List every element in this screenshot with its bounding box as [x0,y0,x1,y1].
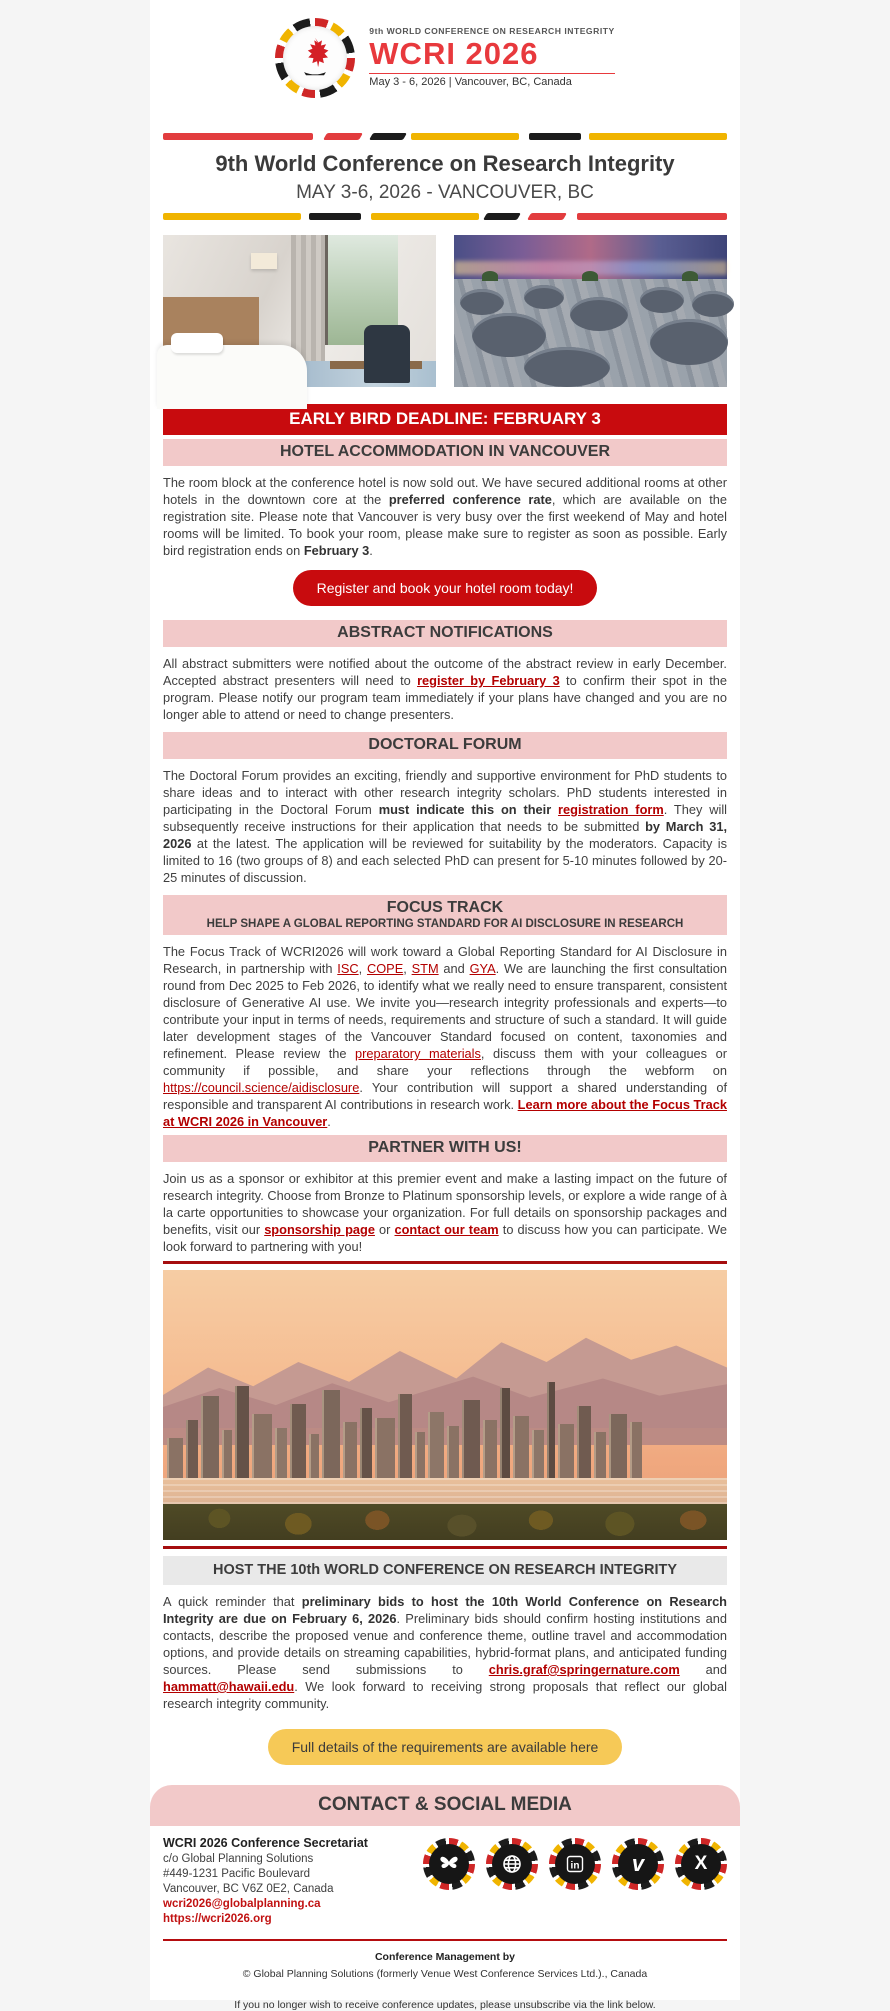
hotel-photos [163,235,727,387]
section-heading-host: HOST THE 10th WORLD CONFERENCE ON RESEARCH INTEGRITY [163,1556,727,1585]
contact-email-link[interactable]: wcri2026@globalplanning.ca [163,1898,321,1910]
section-heading-abstract: ABSTRACT NOTIFICATIONS [163,620,727,647]
requirements-button[interactable]: Full details of the requirements are available here [268,1729,623,1765]
maple-leaf-icon [283,26,347,90]
focus-paragraph: The Focus Track of WCRI2026 will work toward a Global Reporting Standard for AI Disclosure in Research, in partnership with ISC, COPE, STM and GYA. We are launching the first consultation round from Dec 2025 to Feb 2026, to identify what we really need to ensure transparent, consistent disclosure of Generative AI use. We invite you—research integrity professionals and experts—to contribute your input in terms of needs, requirements and structure of such a standard. It will guide later development stages of the Vancouver Standard focused on content, taxonomies and refinement. Please review the preparatory materials, discuss them with your colleagues or community if possible, and share your reflections through the webform on https://council.science/aidisclosure. Your contribution will support a shared understanding of responsible and transparent AI contributions in research work. Learn more about the Focus Track at WCRI 2026 in Vancouver. [163,944,727,1129]
svg-text:in: in [570,1860,580,1872]
partner-paragraph: Join us as a sponsor or exhibitor at this premier event and make a lasting impact on the future of research integrity. Choose from Bronze to Platinum sponsorship levels, or explore a wide range of à la carte opportunities to showcase your organization. For full details on sponsorship packages and benefits, visit our sponsorship page or contact our team to discuss how you can participate. We look forward to partnering with you! [163,1171,727,1254]
logo-tagline: May 3 - 6, 2026 | Vancouver, BC, Canada [369,73,614,89]
section-heading-doctoral: DOCTORAL FORUM [163,732,727,759]
logo-ring [275,18,355,98]
unsubscribe-note: If you no longer wish to receive conference updates, please unsubscribe via the link below. [234,1999,656,2011]
inline-link[interactable]: chris.graf@springernature.com [488,1662,680,1677]
secretariat-name: WCRI 2026 Conference Secretariat [163,1836,368,1850]
section-heading-focus [163,895,727,935]
footer-rule [163,1939,727,1941]
page-subtitle: MAY 3-6, 2026 - VANCOUVER, BC [296,182,594,203]
inline-link[interactable]: Learn more about the Focus Track at WCRI 2026 in Vancouver [163,1097,727,1129]
logo-text [369,27,614,88]
register-button[interactable]: Register and book your hotel room today! [293,570,598,606]
hotel-room-photo [163,235,436,387]
tricolor-divider-bottom [163,213,727,220]
section-heading-contact: CONTACT & SOCIAL MEDIA [150,1785,740,1826]
conference-logo [163,14,727,102]
ballroom-photo [454,235,727,387]
address-line: Vancouver, BC V6Z 0E2, Canada [163,1883,334,1895]
globe-icon[interactable] [486,1838,538,1890]
inline-link[interactable]: ISC [337,961,359,976]
section-heading-partner: PARTNER WITH US! [163,1135,727,1162]
inline-link[interactable]: preparatory materials [355,1046,481,1061]
focus-heading: FOCUS TRACK [386,899,504,916]
contact-website-link[interactable]: https://wcri2026.org [163,1913,272,1925]
inline-link[interactable]: https://council.science/aidisclosure [163,1080,360,1095]
inline-link[interactable]: COPE [366,961,404,976]
inline-link[interactable]: contact our team [394,1222,499,1237]
focus-subheading: HELP SHAPE A GLOBAL REPORTING STANDARD FOR AI DISCLOSURE IN RESEARCH [206,918,684,930]
address-line: c/o Global Planning Solutions [163,1853,314,1865]
inline-link[interactable]: sponsorship page [264,1222,375,1237]
vimeo-icon[interactable]: v [612,1838,664,1890]
red-divider-rule-top [163,1261,727,1264]
red-divider-rule-bottom [163,1546,727,1549]
hotel-paragraph: The room block at the conference hotel is now sold out. We have secured additional rooms at other hotels in the downtown core at the preferred conference rate, which are available on the registration site. Please note that Vancouver is very busy over the first weekend of May and hotel rooms will be limited. To book your room, please make sure to register as soon as possible. Early bird registration ends on February 3. [163,475,727,558]
doctoral-paragraph: The Doctoral Forum provides an exciting, friendly and supportive environment for PhD students to share ideas and to interact with other research integrity scholars. PhD students interested in participating in the Doctoral Forum must indicate this on their registration form. They will subsequently receive instructions for their application that needs to be submitted by March 31, 2026 at the latest. The application will be reviewed for suitability by the moderators. Capacity is limited to 16 (two groups of 8) and each selected PhD can present for 5-10 minutes followed by 20-25 minutes of discussion. [163,768,728,885]
tricolor-divider-top [163,133,727,140]
logo-kicker: 9th WORLD CONFERENCE ON RESEARCH INTEGRITY [369,26,615,37]
email-card [150,0,740,2011]
early-bird-banner: EARLY BIRD DEADLINE: FEBRUARY 3 [163,404,727,435]
inline-link[interactable]: STM [411,961,439,976]
inline-link[interactable]: registration form [558,802,664,817]
social-icons [423,1836,727,1890]
host-paragraph: A quick reminder that preliminary bids to host the 10th World Conference on Research Integrity are due on February 6, 2026. Preliminary bids should confirm hosting institutions and contacts, describe the proposed venue and conference theme, outline travel and accommodation options, and provide details on streaming capabilities, hybrid-format plans, and anticipated funding sources. Please send submissions to chris.graf@springernature.com and hammatt@hawaii.edu. We look forward to receiving strong proposals that reflect our global research integrity community. [163,1594,728,1711]
logo-wordmark: WCRI 2026 [369,36,539,72]
inline-link[interactable]: GYA [469,961,496,976]
secretariat-address [163,1836,423,1927]
vancouver-skyline-photo [163,1270,727,1540]
x-icon[interactable]: X [675,1838,727,1890]
managed-by-label: Conference Management by [374,1951,516,1963]
section-heading-hotel: HOTEL ACCOMMODATION IN VANCOUVER [163,439,727,466]
contact-block [163,1836,727,1927]
abstract-paragraph: All abstract submitters were notified about the outcome of the abstract review in early December. Accepted abstract presenters will need to register by February 3 to confirm their spot in the program. Please notify our program team immediately if your plans have changed and you are no longer able to attend or need to change presenters. [163,656,727,722]
address-line: #449-1231 Pacific Boulevard [163,1868,311,1880]
page-title: 9th World Conference on Research Integrity [215,151,675,176]
linkedin-icon[interactable] [549,1838,601,1890]
managed-by-text: © Global Planning Solutions (formerly Venue West Conference Services Ltd.)., Canada [242,1968,648,1980]
inline-link[interactable]: register by February 3 [417,673,560,688]
bluesky-icon[interactable] [423,1838,475,1890]
inline-link[interactable]: hammatt@hawaii.edu [163,1679,295,1694]
